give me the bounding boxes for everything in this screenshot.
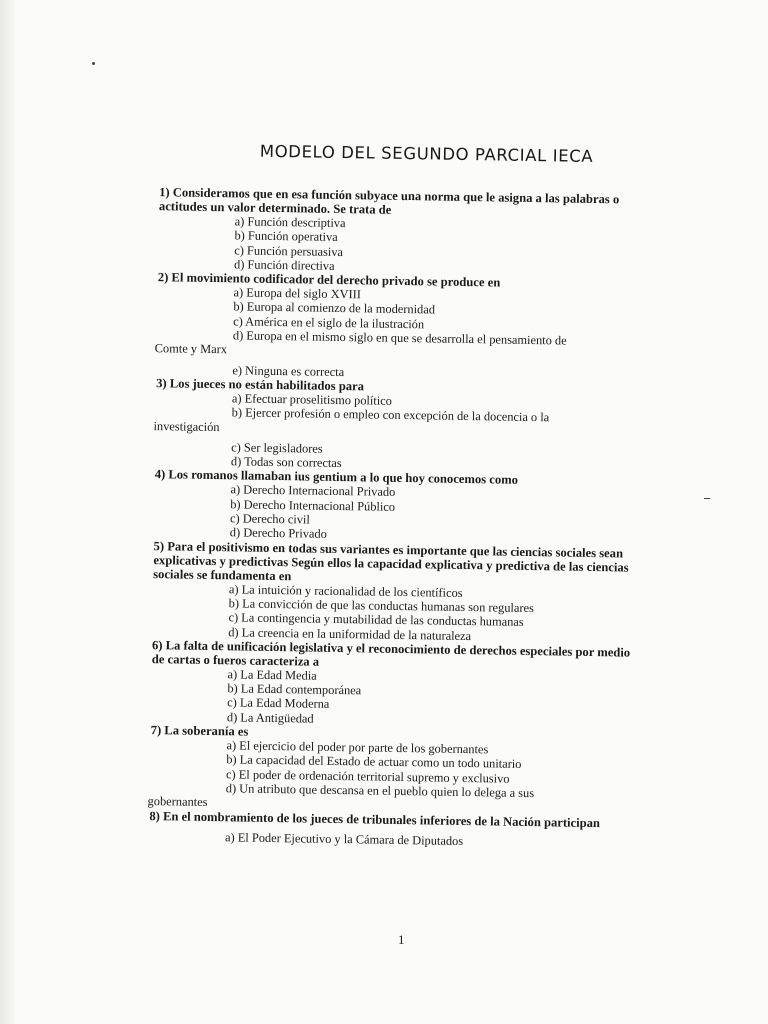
option: d) Europa en el mismo siglo en que se desarrolla el pensamiento de [232,328,567,348]
option-continuation: gobernantes [147,794,208,810]
option: d) La creencia en la uniformidad de la naturaleza [228,624,472,643]
question-7-options [139,737,630,816]
option: a) La Edad Media [227,667,317,683]
question-6-options [141,666,632,731]
option: c) Función persuasiva [234,242,344,259]
option: d) Derecho Privado [229,525,327,542]
scan-speck [704,498,710,499]
option: c) Derecho civil [229,511,310,527]
question-4-stem: 4) Los romanos llamaban ius gentium a lo que hoy conocemos como [154,467,519,488]
page-title: MODELO DEL SEGUNDO PARCIAL IECA [259,141,594,166]
question-6-stem: 6) La falta de unificación legislativa y el reconocimiento de derechos especiales por medio de cartas o fueros caracteriza a [151,637,631,669]
scan-speck [92,62,95,65]
option: d) Todas son correctas [230,454,342,471]
exam-body [139,140,640,850]
question-1-options [148,213,639,278]
option: a) El Poder Ejecutivo y la Cámara de Diputados [224,829,464,848]
option: c) La contingencia y mutabilidad de las conductas humanas [228,610,524,630]
option: b) Derecho Internacional Público [230,497,396,514]
question-5-options [142,581,633,646]
option: b) Europa al comienzo de la modernidad [233,299,436,317]
option-continuation: investigación [153,418,220,434]
option: a) Efectuar proselitismo político [231,391,393,408]
option: b) La capacidad del Estado de actuar como un todo unitario [226,752,522,772]
question-4-options [144,481,635,546]
scan-edge-shadow [0,0,14,1024]
option: c) Ser legisladores [231,440,323,456]
question-8-stem: 8) En el nombramiento de los jueces de tribunales inferiores de la Nación participan [149,808,601,830]
question-1-stem: 1) Consideramos que en esa función subyace una norma que le asigna a las palabras o actitudes un valor determinado. Se trata de [158,185,620,217]
question-2-options [146,284,637,383]
question-2-stem: 2) El movimiento codificador del derecho privado se produce en [157,270,501,290]
option: c) La Edad Moderna [227,695,330,712]
option-continuation: Comte y Marx [154,341,228,357]
option: b) La convicción de que las conductas humanas son regulares [228,596,534,616]
option: d) Un atributo que descansa en el pueblo quien lo delega a sus [225,781,535,801]
option: a) Europa del siglo XVIII [233,285,362,302]
option: c) América en el siglo de la ilustración [233,314,425,332]
option: a) El ejercicio del poder por parte de los gobernantes [226,738,489,757]
option: b) La Edad contemporánea [227,681,362,698]
option: a) La intuición y racionalidad de los científicos [228,581,463,600]
option: d) Función directiva [233,257,335,273]
question-3-options [145,390,636,475]
option: a) Función descriptiva [234,214,346,231]
question-7-stem: 7) La soberanía es [150,723,249,739]
option: d) La Antigüedad [226,709,314,726]
option: e) Ninguna es correcta [232,362,345,379]
page-number: 1 [398,932,405,947]
question-3-stem: 3) Los jueces no están habilitados para [156,376,365,394]
option: b) Función operativa [234,228,338,245]
option: c) El poder de ordenación territorial supremo y exclusivo [225,766,510,786]
question-5-stem: 5) Para el positivismo en todas sus variantes es importante que las ciencias sociales sean explicativas y predictivas Según ellos la capacidad explicativa y predictiva de las ciencias sociales se fundamenta en [153,538,629,583]
option: a) Derecho Internacional Privado [230,482,396,500]
option: b) Ejercer profesión o empleo con excepción de la docencia o la [231,405,550,425]
